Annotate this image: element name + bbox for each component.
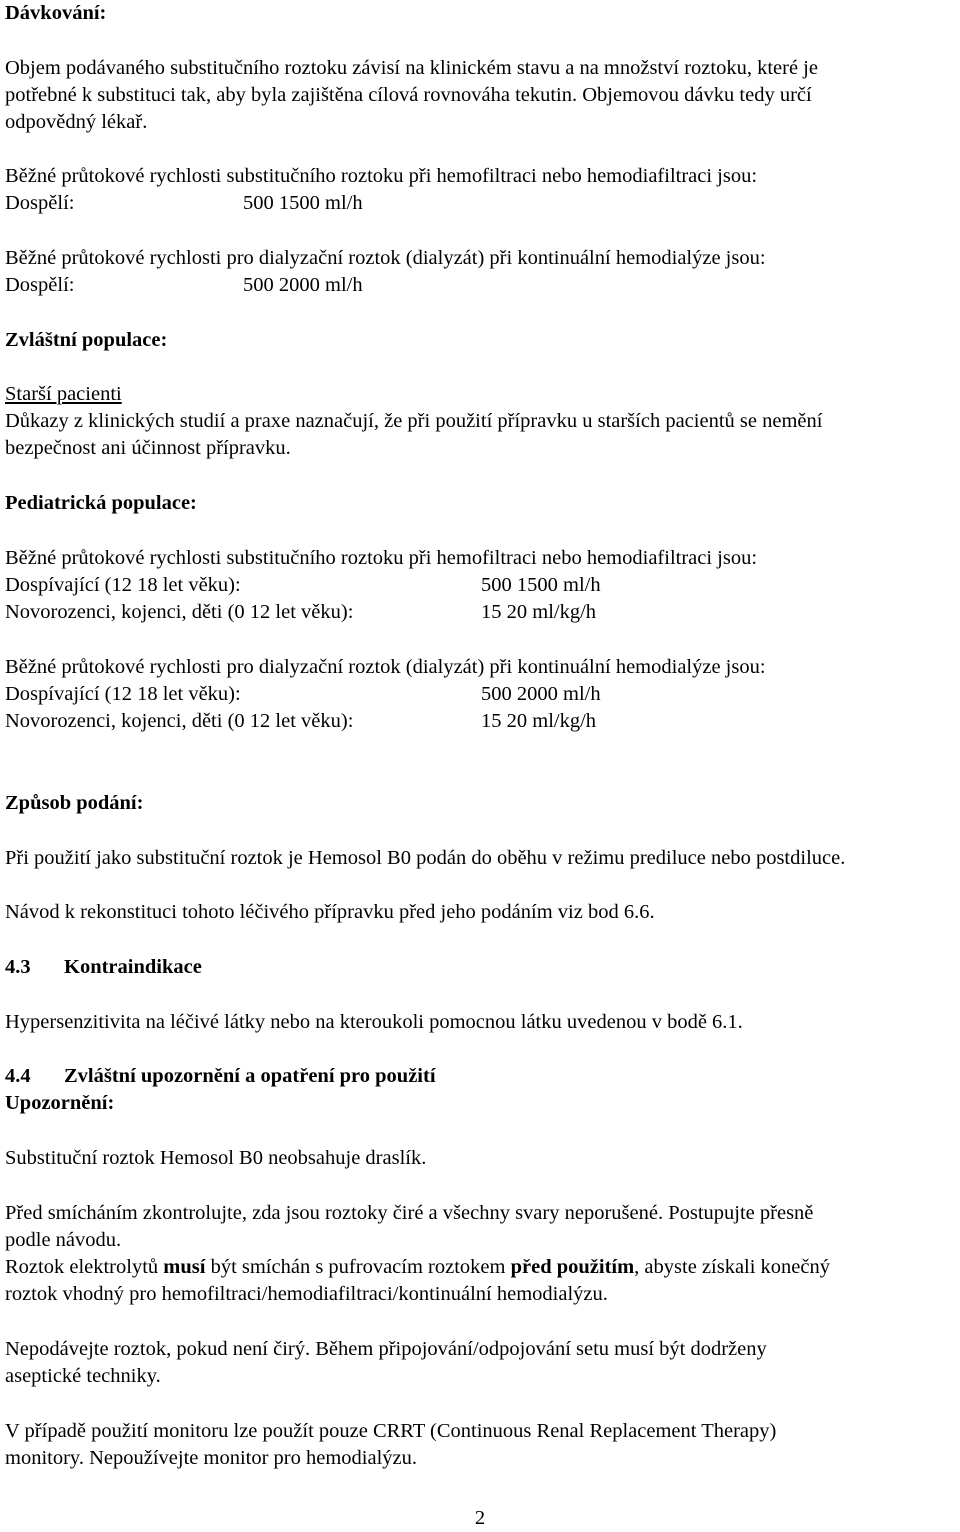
text-line: odpovědný lékař. xyxy=(5,111,148,133)
dosage-heading: Dávkování: xyxy=(5,2,107,24)
monitor-paragraph xyxy=(5,1418,950,1472)
row-value: 500 2000 ml/h xyxy=(243,274,363,296)
reconstitution-note: Návod k rekonstituci tohoto léčivého přípravku před jeho podáním viz bod 6.6. xyxy=(5,901,655,923)
special-populations-heading: Zvláštní populace: xyxy=(5,329,168,351)
pediatric-dialysate-intro: Běžné průtokové rychlosti pro dialyzační roztok (dialyzát) při kontinuální hemodialýze jsou: xyxy=(5,656,766,678)
emphasis-must: musí xyxy=(163,1256,206,1278)
text-line: V případě použití monitoru lze použít pouze CRRT (Continuous Renal Replacement Therapy) xyxy=(5,1420,777,1442)
adult-dialysate-intro: Běžné průtokové rychlosti pro dialyzační roztok (dialyzát) při kontinuální hemodialýze jsou: xyxy=(5,247,766,269)
row-label: Dospívající (12 18 let věku): xyxy=(5,683,241,705)
text-line: bezpečnost ani účinnost přípravku. xyxy=(5,437,291,459)
pediatric-substitution-row xyxy=(5,599,950,626)
text-line: Před smícháním zkontrolujte, zda jsou roztoky čiré a všechny svary neporušené. Postupujte přesně xyxy=(5,1202,814,1224)
section-number: 4.3 xyxy=(5,956,31,978)
administration-paragraph: Při použití jako substituční roztok je Hemosol B0 podán do oběhu v režimu prediluce nebo postdiluce. xyxy=(5,847,846,869)
pediatric-heading: Pediatrická populace: xyxy=(5,492,197,514)
section-title: Zvláštní upozornění a opatření pro použití xyxy=(64,1065,436,1087)
warnings-heading: Upozornění: xyxy=(5,1092,115,1114)
text-line: roztok vhodný pro hemofiltraci/hemodiafiltraci/kontinuální hemodialýzu. xyxy=(5,1283,608,1305)
row-value: 15 20 ml/kg/h xyxy=(481,601,597,623)
page-number: 2 xyxy=(474,1507,486,1529)
row-value: 500 1500 ml/h xyxy=(481,574,601,596)
row-label: Dospělí: xyxy=(5,274,75,296)
administration-heading: Způsob podání: xyxy=(5,792,144,814)
pediatric-dialysate-row xyxy=(5,708,950,735)
row-label: Novorozenci, kojenci, děti (0 12 let věku): xyxy=(5,601,354,623)
clarity-paragraph xyxy=(5,1336,950,1390)
text-line: podle návodu. xyxy=(5,1229,122,1251)
text-line xyxy=(5,1254,950,1281)
elderly-title: Starší pacienti xyxy=(5,383,122,405)
adult-substitution-intro: Běžné průtokové rychlosti substitučního roztoku při hemofiltraci nebo hemodiafiltraci jsou: xyxy=(5,165,758,187)
potassium-note: Substituční roztok Hemosol B0 neobsahuje draslík. xyxy=(5,1147,427,1169)
row-value: 500 1500 ml/h xyxy=(243,192,363,214)
document-page xyxy=(5,0,950,1527)
row-value: 500 2000 ml/h xyxy=(481,683,601,705)
section-4-3-heading xyxy=(5,954,950,981)
text-run: , abyste získali konečný xyxy=(634,1256,831,1278)
dosage-paragraph xyxy=(5,55,950,136)
text-run: být smíchán s pufrovacím roztokem xyxy=(205,1256,511,1278)
contraindication-text: Hypersenzitivita na léčivé látky nebo na kteroukoli pomocnou látku uvedenou v bodě 6.1. xyxy=(5,1011,743,1033)
adult-dialysate-row xyxy=(5,272,950,299)
section-number: 4.4 xyxy=(5,1065,31,1087)
text-line: Nepodávejte roztok, pokud není čirý. Během připojování/odpojování setu musí být dodrženy xyxy=(5,1338,767,1360)
row-label: Dospělí: xyxy=(5,192,75,214)
row-label: Dospívající (12 18 let věku): xyxy=(5,574,241,596)
emphasis-before-use: před použitím xyxy=(510,1256,635,1278)
text-run: Roztok elektrolytů xyxy=(5,1256,164,1278)
adult-substitution-row xyxy=(5,190,950,217)
text-line: potřebné k substituci tak, aby byla zajištěna cílová rovnováha tekutin. Objemovou dávku tedy určí xyxy=(5,84,812,106)
pediatric-substitution-intro: Běžné průtokové rychlosti substitučního roztoku při hemofiltraci nebo hemodiafiltraci jsou: xyxy=(5,547,758,569)
pediatric-substitution-row xyxy=(5,572,950,599)
elderly-paragraph xyxy=(5,408,950,462)
text-line: monitory. Nepoužívejte monitor pro hemodialýzu. xyxy=(5,1447,417,1469)
mixing-paragraph xyxy=(5,1254,950,1308)
section-title: Kontraindikace xyxy=(64,956,202,978)
text-line: aseptické techniky. xyxy=(5,1365,161,1387)
text-line: Objem podávaného substitučního roztoku závisí na klinickém stavu a na množství roztoku, které je xyxy=(5,57,818,79)
text-line: Důkazy z klinických studií a praxe naznačují, že při použití přípravku u starších pacientů se nemění xyxy=(5,410,823,432)
pediatric-dialysate-row xyxy=(5,681,950,708)
row-label: Novorozenci, kojenci, děti (0 12 let věku): xyxy=(5,710,354,732)
row-value: 15 20 ml/kg/h xyxy=(481,710,597,732)
section-4-4-heading xyxy=(5,1063,950,1090)
inspection-paragraph xyxy=(5,1200,950,1254)
